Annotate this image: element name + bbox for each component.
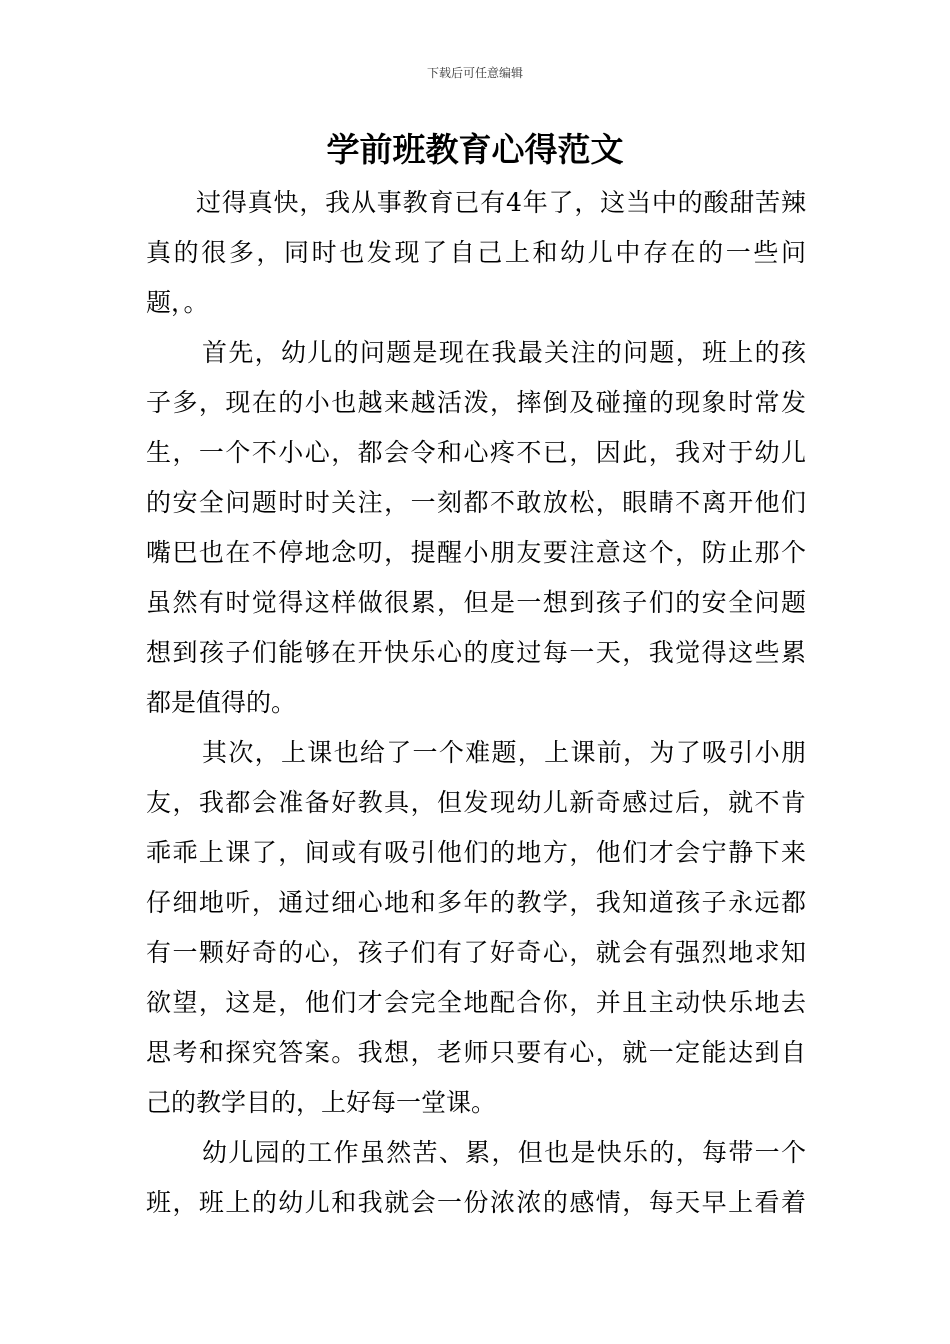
- body-line: 过得真快，我从事教育已有4年了，这当中的酸甜苦辣: [196, 188, 806, 217]
- body-line: 首先，幼儿的问题是现在我最关注的问题，班上的孩: [202, 338, 806, 367]
- document-body: [146, 178, 806, 1228]
- body-line: 子多，现在的小也越来越活泼，摔倒及碰撞的现象时常发: [146, 388, 806, 417]
- body-line: 欲望，这是，他们才会完全地配合你，并且主动快乐地去: [146, 988, 806, 1017]
- body-line: 真的很多，同时也发现了自己上和幼儿中存在的一些问: [146, 238, 806, 267]
- body-line: 虽然有时觉得这样做很累，但是一想到孩子们的安全问题: [146, 588, 806, 617]
- body-line: 有一颗好奇的心，孩子们有了好奇心，就会有强烈地求知: [146, 938, 806, 967]
- body-line: 幼儿园的工作虽然苦、累，但也是快乐的，每带一个: [202, 1138, 806, 1167]
- document-title: 学前班教育心得范文: [326, 130, 624, 169]
- body-line: 生，一个不小心，都会令和心疼不已，因此，我对于幼儿: [146, 438, 806, 467]
- body-line: 都是值得的。: [146, 688, 297, 717]
- body-line: 的安全问题时时关注，一刻都不敢放松，眼睛不离开他们: [146, 488, 806, 517]
- body-line: 己的教学目的，上好每一堂课。: [146, 1088, 497, 1117]
- body-line: 想到孩子们能够在开快乐心的度过每一天，我觉得这些累: [146, 638, 806, 667]
- body-line: 友，我都会准备好教具，但发现幼儿新奇感过后，就不肯: [146, 788, 806, 817]
- body-line: 其次，上课也给了一个难题，上课前，为了吸引小朋: [202, 738, 806, 767]
- body-line: 嘴巴也在不停地念叨，提醒小朋友要注意这个，防止那个: [146, 538, 806, 567]
- body-line: 乖乖上课了，间或有吸引他们的地方，他们才会宁静下来: [146, 838, 806, 867]
- body-line: 仔细地听，通过细心地和多年的教学，我知道孩子永远都: [146, 888, 806, 917]
- body-line: 思考和探究答案。我想，老师只要有心，就一定能达到自: [146, 1038, 806, 1067]
- body-line: 题，。: [146, 288, 209, 317]
- body-line: 班，班上的幼儿和我就会一份浓浓的感情，每天早上看着: [146, 1188, 806, 1217]
- header-note: 下载后可任意编辑: [426, 66, 523, 80]
